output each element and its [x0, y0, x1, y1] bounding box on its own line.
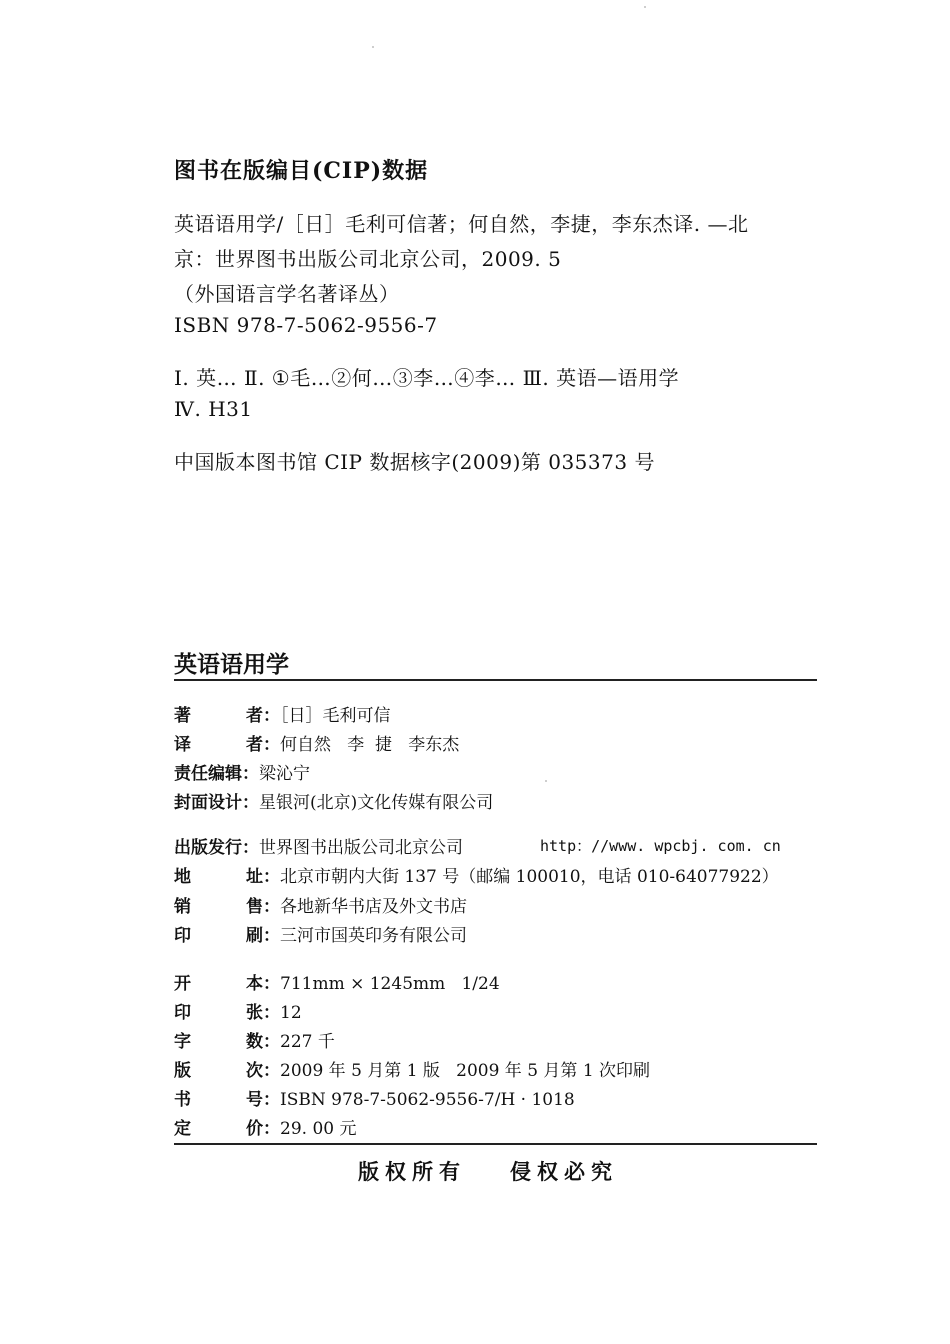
address-label: 地 址: [174, 867, 263, 887]
edition-label: 版 次: [174, 1061, 263, 1081]
translator-value: 何自然 李 捷 李东杰: [280, 735, 460, 755]
sales-value: 各地新华书店及外文书店: [280, 897, 467, 917]
publisher-label: 出版发行: [174, 838, 242, 858]
format-row: 开 本 ：711mm × 1245mm 1/24: [174, 969, 500, 991]
sheets-label: 印 张: [174, 1003, 263, 1023]
printer-row: 印 刷 ：三河市国英印务有限公司: [174, 921, 467, 943]
edition-value: 2009 年 5 月第 1 版 2009 年 5 月第 1 次印刷: [280, 1061, 651, 1081]
title-divider: [174, 679, 817, 681]
word-count-label: 字 数: [174, 1032, 263, 1052]
price-value: 29. 00 元: [280, 1119, 357, 1139]
edition-row: 版 次 ：2009 年 5 月第 1 版 2009 年 5 月第 1 次印刷: [174, 1056, 650, 1078]
author-value: ［日］毛利可信: [280, 706, 391, 726]
format-label: 开 本: [174, 974, 263, 994]
publisher-value: 世界图书出版公司北京公司: [259, 838, 463, 858]
publisher-url: http：//www. wpcbj. com. cn: [540, 837, 781, 855]
cip-line-class-code: Ⅳ. H31: [174, 397, 253, 421]
cover-design-label: 封面设计: [174, 793, 242, 813]
word-count-value: 227 千: [280, 1032, 335, 1052]
word-count-row: 字 数 ：227 千: [174, 1027, 335, 1049]
printer-label: 印 刷: [174, 926, 263, 946]
copyright-notice: [358, 1156, 618, 1186]
scan-speck: [545, 780, 547, 782]
cip-line-title: 英语语用学/［日］毛利可信著；何自然，李捷，李东杰译. —北: [174, 212, 749, 236]
price-row: 定 价 ：29. 00 元: [174, 1114, 356, 1136]
isbn-row: 书 号 ：ISBN 978-7-5062-9556-7/H · 1018: [174, 1085, 575, 1107]
sheets-value: 12: [280, 1003, 302, 1023]
cip-line-cip-number: 中国版本图书馆 CIP 数据核字(2009)第 035373 号: [174, 450, 655, 474]
sales-row: 销 售 ：各地新华书店及外文书店: [174, 892, 467, 914]
cip-line-publisher: 京：世界图书出版公司北京公司，2009. 5: [174, 247, 562, 271]
format-value: 711mm × 1245mm 1/24: [280, 974, 500, 994]
author-row: 著 者 ：［日］毛利可信: [174, 701, 391, 723]
cip-line-classification: Ⅰ. 英… Ⅱ. ①毛…②何…③李…④李… Ⅲ. 英语—语用学: [174, 366, 680, 390]
copyright-infringement: 侵权必究: [510, 1159, 618, 1184]
editor-row: 责任编辑：梁沁宁: [174, 759, 310, 781]
editor-value: 梁沁宁: [259, 764, 310, 784]
address-value: 北京市朝内大街 137 号（邮编 100010，电话 010-64077922）: [280, 867, 779, 887]
cip-line-series: （外国语言学名著译丛）: [174, 282, 400, 306]
sales-label: 销 售: [174, 897, 263, 917]
footer-divider: [174, 1143, 817, 1145]
scan-speck: [644, 6, 646, 8]
cip-heading: 图书在版编目(CIP)数据: [174, 158, 429, 184]
author-label: 著 者: [174, 706, 263, 726]
printer-value: 三河市国英印务有限公司: [280, 926, 467, 946]
isbn-value: ISBN 978-7-5062-9556-7/H · 1018: [280, 1090, 575, 1110]
book-title: 英语语用学: [174, 651, 289, 678]
editor-label: 责任编辑: [174, 764, 242, 784]
scan-speck: [372, 46, 374, 48]
cover-design-value: 星银河(北京)文化传媒有限公司: [259, 793, 494, 813]
isbn-label: 书 号: [174, 1090, 263, 1110]
price-label: 定 价: [174, 1119, 263, 1139]
translator-row: 译 者 ：何自然 李 捷 李东杰: [174, 730, 459, 752]
publisher-row: 出版发行：世界图书出版公司北京公司: [174, 833, 463, 855]
translator-label: 译 者: [174, 735, 263, 755]
address-row: 地 址 ：北京市朝内大街 137 号（邮编 100010，电话 010-64077922）: [174, 862, 779, 884]
cip-line-isbn: ISBN 978-7-5062-9556-7: [174, 313, 438, 337]
cover-design-row: 封面设计：星银河(北京)文化传媒有限公司: [174, 788, 493, 810]
sheets-row: 印 张 ：12: [174, 998, 302, 1020]
copyright-reserved: 版权所有: [358, 1159, 466, 1184]
